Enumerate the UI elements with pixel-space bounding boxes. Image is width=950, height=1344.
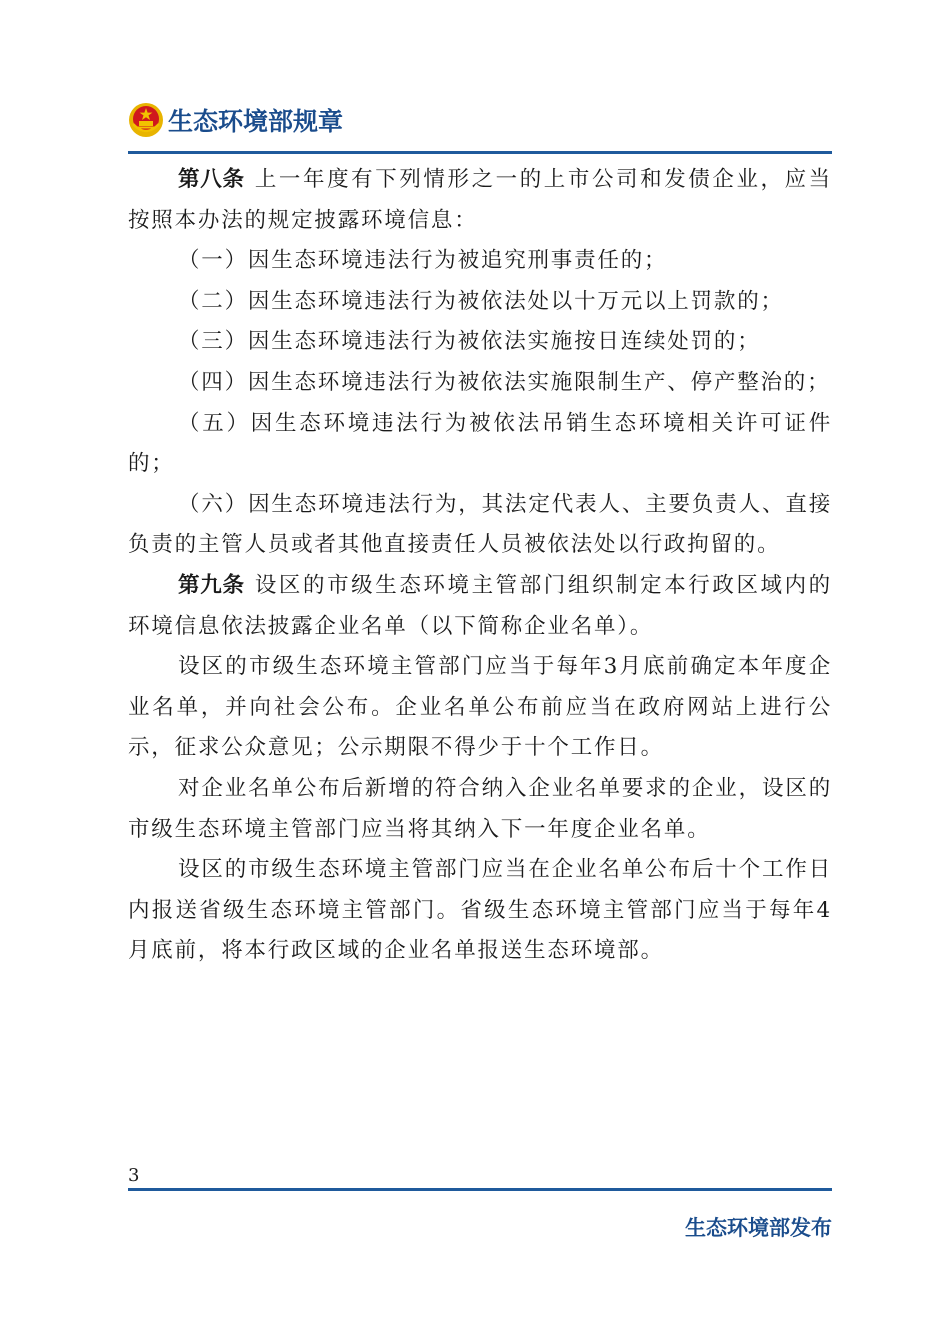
article-8-item: （六）因生态环境违法行为，其法定代表人、主要负责人、直接负责的主管人员或者其他直接责任人员被依法处以行政拘留的。 [128, 491, 832, 558]
article-8-intro [128, 160, 832, 241]
article-8-item: （二）因生态环境违法行为被依法处以十万元以上罚款的； [178, 288, 784, 314]
header-title: 生态环境部规章 [168, 107, 344, 136]
article-9-intro-text: 设区的市级生态环境主管部门组织制定本行政区域内的环境信息依法披露企业名单（以下简称企业名单）。 [128, 572, 832, 639]
page-number: 3 [128, 1165, 140, 1186]
article-9-label: 第九条 [178, 572, 245, 598]
article-8-label: 第八条 [178, 167, 245, 192]
page-header [128, 98, 343, 142]
article-8-item: （五）因生态环境违法行为被依法吊销生态环境相关许可证件的； [128, 410, 832, 477]
article-8-intro-text: 上一年度有下列情形之一的上市公司和发债企业，应当按照本办法的规定披露环境信息： [128, 167, 832, 233]
footer-divider [128, 1188, 832, 1191]
header-divider [128, 151, 832, 154]
article-9-paragraph: 对企业名单公布后新增的符合纳入企业名单要求的企业，设区的市级生态环境主管部门应当将其纳入下一年度企业名单。 [128, 775, 832, 842]
document-body [128, 160, 832, 972]
article-9-paragraph: 设区的市级生态环境主管部门应当在企业名单公布后十个工作日内报送省级生态环境主管部门。省级生态环境主管部门应当于每年4月底前，将本行政区域的企业名单报送生态环境部。 [128, 857, 832, 964]
article-9-paragraph: 设区的市级生态环境主管部门应当于每年3月底前确定本年度企业名单，并向社会公布。企业名单公布前应当在政府网站上进行公示，征求公众意见；公示期限不得少于十个工作日。 [128, 654, 832, 761]
national-emblem-icon [128, 102, 164, 138]
footer-publisher: 生态环境部发布 [685, 1216, 832, 1240]
article-8-item: （一）因生态环境违法行为被追究刑事责任的； [178, 248, 668, 274]
article-8-item: （四）因生态环境违法行为被依法实施限制生产、停产整治的； [178, 369, 831, 395]
article-8-item: （三）因生态环境违法行为被依法实施按日连续处罚的； [178, 329, 761, 355]
article-9-intro [128, 566, 832, 647]
